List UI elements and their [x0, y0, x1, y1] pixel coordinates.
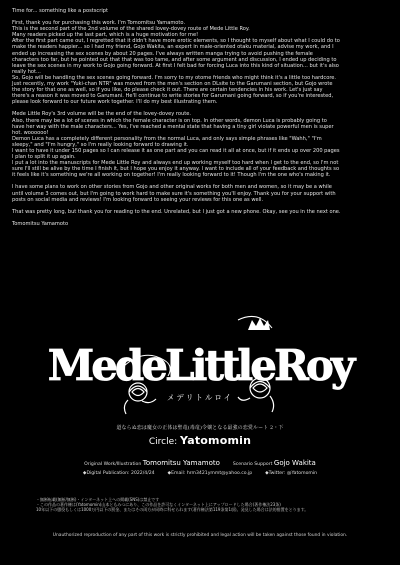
circle-name: Yatomomin	[180, 434, 252, 447]
paragraph-line: After the first part came out, I regretted that it didn't have more erotic elements, so I thought to myself about what I could do to	[12, 38, 340, 45]
paragraph-3	[12, 184, 390, 202]
paragraph-line: the story for that one as well, so if you like, do please check it out. There are certain tendencies in his work. Let's just say	[12, 87, 323, 94]
logo-katakana-text: メデリトルロイ	[166, 393, 234, 402]
paragraph-2	[12, 111, 390, 178]
paragraph-line: it feels like it's something we're all working on together! I'm really looking forward to it! Though I'm the one who's making it.	[12, 172, 331, 179]
paragraph-line: sure I'll still be alive by the time I finish it, but I hope you enjoy it anyway. I want to include all of your feedback and thoughts so	[12, 166, 340, 173]
signature: Tomomitsu Yamamoto	[12, 220, 69, 227]
paragraph-line: have her way with the male characters... Yes, I've reached a mental state that having a tiny girl violate powerful men is super	[12, 123, 334, 130]
credits-row-authors	[0, 459, 400, 467]
paragraph-line: Mede Little Roy's 3rd volume will be the end of the lovey-dovey route.	[12, 111, 192, 118]
original-work-label: Original Work/Illustration	[84, 462, 142, 467]
paragraph-4: That was pretty long, but thank you for reading to the end. Unrelated, but I just got a new phone. Okay, see you in the next one.	[12, 208, 341, 215]
paragraph-line: please look forward to our future work together. I'll do my best illustrating them.	[12, 99, 218, 106]
paragraph-line: First, thank you for purchasing this work. I'm Tomomitsu Yamamoto.	[12, 20, 186, 27]
copyright-notice-en: Unauthorized reproduction of any part of this work is strictly prohibited and legal action will be taken against those found in violation.	[52, 533, 348, 538]
paragraph-line: hot. woooooo!	[12, 129, 49, 136]
paragraph-line: So, Gojo will be handling the sex scenes going forward. I'm sorry to my otome friends who might think it's a little too hardcore.	[12, 74, 337, 81]
paragraph-line: until volume 3 comes out, but I'm going to work hard to make sure it's something you'll enjoy. Thank you for your support with	[12, 190, 336, 197]
scenario-support-label: Scenario Support	[232, 462, 273, 467]
paragraph-line: Demon Luca has a completely different personality from the normal Luca, and only says simple phrases like "Wahh," "I'm	[12, 135, 322, 142]
original-work-name: Tomomitsu Yamamoto	[142, 459, 220, 467]
postscript-text	[12, 8, 390, 233]
paragraph-line: posts on social media and reviews! I'm looking forward to seeing your reviews for this one as well.	[12, 196, 264, 203]
paragraph-line: really hot...	[12, 68, 41, 75]
paragraph-line: make the readers happier... so I had my friend, Gojo Wakita, an expert in male-oriented otaku material, advise my work, and I	[12, 44, 334, 51]
greeting: Time for... something like a postscript	[12, 8, 108, 14]
notice-line: ・無断転載(無断/無断)・インターネット上への掲載(SNS)は禁止です	[36, 497, 160, 502]
email-contact: ◆Email: hrm3421ymmt@yahoo.co.jp	[167, 471, 253, 476]
paragraph-line: Just recently, my work "Yuki-chan NTR" was moved from the men's section on DLsite to the Garumani section, but Gojo wrote	[12, 81, 333, 88]
paragraph-line: Also, there may be a lot of scenes in which the female character is on top. In other words, demon Luca is probably going to	[12, 117, 327, 124]
paragraph-1	[12, 20, 390, 105]
publication-date: ◆Digital Publication: 2022/4/24	[82, 471, 155, 476]
scenario-support-name: Gojo Wakita	[273, 459, 316, 467]
title-logo-art	[47, 300, 353, 418]
twitter-contact: ◆Twitter: @Yatomomin	[265, 471, 318, 476]
paragraph-line: Many readers picked up the last part, which is a huge motivation for me!	[12, 32, 199, 39]
notice-line: ・この作品の著作権は(Yatomomin)山本ともみつにあり、この作品を許可なくインターネット上にアップロードした場合(著作権法23条)	[36, 502, 281, 507]
paragraph-line: I want to have it under 150 pages so I can release it as one part and you can read it all at once, but if it ends up over 200 pages	[12, 147, 340, 154]
paragraph-line: leave the sex scenes in my work to Gojo going forward. At first I felt bad for forcing Luca into this kind of situation... but it's also	[12, 62, 339, 69]
notice-line: 10年以下の懲役もしくは1000万円以下の罰金、またはその両方が同時に科せられます(著作権法第119条第1項)。発見した場合は法的措置をとります。	[36, 507, 309, 512]
subtitle: 道ならぬ恋は魔女の正体は聖竜(毒竜)令嬢となる最強の恋愛ルート 2・下	[116, 425, 284, 431]
credits	[0, 459, 400, 480]
credits-row-contact	[0, 471, 400, 476]
paragraph-line: This is the second part of the 2nd volume of the shared lovey-dovey route of Mede Little Roy.	[12, 26, 250, 33]
paragraph-line: I plan to split it up again.	[12, 154, 76, 161]
paragraph-line: ended up increasing the sex scenes by about 20 pages. I've always written manga trying to avoid pushing the female	[12, 50, 313, 57]
paragraph-line: there's a reason it was moved to Garumani. He'll continue to write stories for Garumani going forward, so if you're interested,	[12, 93, 334, 100]
paragraph-line: I put a lot into the manuscripts for Mede Little Roy and always end up working myself too hard when I get to the end, so I'm not	[12, 160, 339, 167]
circle-line	[0, 434, 400, 447]
paragraph-line: I have some plans to work on other stories from Gojo and other original works for both men and women, so it may be a while	[12, 184, 332, 191]
title-logo	[0, 300, 400, 418]
circle-label: Circle:	[148, 437, 178, 447]
logo-latin-text: MedeLittleRoy	[47, 341, 353, 390]
paragraph-line: sleepy," and "I'm hungry," so I'm really looking forward to drawing it.	[12, 141, 189, 148]
crown-icon	[248, 318, 270, 330]
copyright-notice-jp	[36, 497, 366, 512]
paragraph-line: characters too far, but he pointed out that that was too tame, and after some argument and discussion, I ended up deciding to	[12, 56, 337, 63]
